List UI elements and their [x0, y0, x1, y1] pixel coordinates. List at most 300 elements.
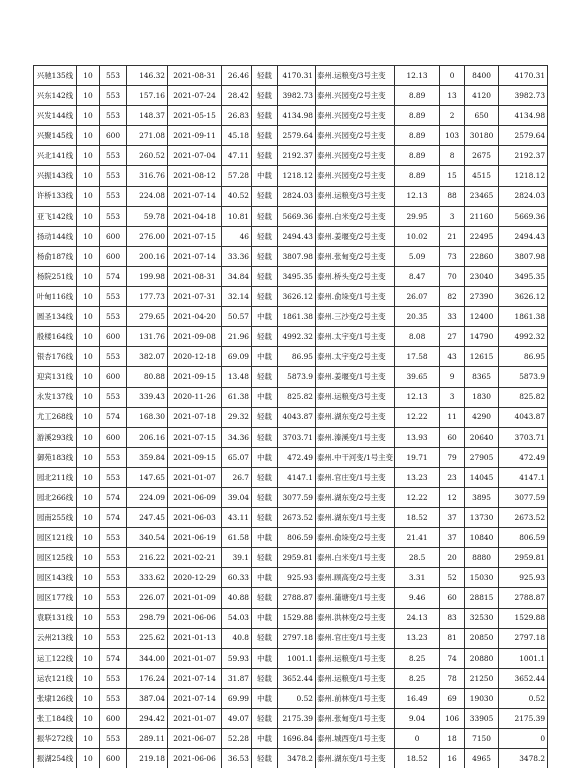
cell-rated-current: 553	[100, 347, 127, 367]
cell-substation: 泰州.白米变/1号主变	[316, 548, 395, 568]
cell-available-capacity: 806.59	[278, 528, 316, 548]
cell-capacity: 13730	[465, 508, 499, 528]
cell-substation: 泰州.三沙变/2号主变	[316, 307, 395, 327]
cell-voltage: 10	[77, 347, 100, 367]
cell-load-rate: 13.48	[222, 367, 252, 387]
cell-load-rate: 21.96	[222, 327, 252, 347]
cell-spare-capacity: 4134.98	[499, 106, 548, 126]
cell-spare-capacity: 2797.18	[499, 628, 548, 648]
cell-rated-current: 574	[100, 508, 127, 528]
cell-current: 340.54	[127, 528, 168, 548]
cell-rated-current: 553	[100, 528, 127, 548]
cell-capacity: 8880	[465, 548, 499, 568]
cell-substation: 泰州.桥头变/2号主变	[316, 266, 395, 286]
cell-line-name: 园区177线	[34, 588, 77, 608]
cell-date: 2021-07-15	[168, 427, 222, 447]
cell-date: 2020-12-18	[168, 347, 222, 367]
cell-load-rate: 60.33	[222, 568, 252, 588]
cell-substation-load: 8.25	[395, 648, 440, 668]
cell-load-rate: 32.14	[222, 287, 252, 307]
cell-substation: 泰州.白米变/2号主变	[316, 206, 395, 226]
cell-line-name: 张工184线	[34, 709, 77, 729]
cell-load-rate: 39.04	[222, 487, 252, 507]
cell-substation-load: 8.89	[395, 106, 440, 126]
cell-substation: 泰州.溱溪变/1号主变	[316, 427, 395, 447]
cell-count: 37	[440, 508, 465, 528]
cell-capacity: 20850	[465, 628, 499, 648]
table-row	[34, 528, 548, 548]
cell-load-status: 轻载	[252, 186, 278, 206]
cell-load-rate: 59.93	[222, 648, 252, 668]
table-row	[34, 628, 548, 648]
cell-substation: 泰州.兴园变/2号主变	[316, 126, 395, 146]
cell-count: 12	[440, 487, 465, 507]
cell-date: 2021-09-15	[168, 447, 222, 467]
table-row	[34, 407, 548, 427]
cell-line-name: 银杏176线	[34, 347, 77, 367]
cell-current: 225.62	[127, 628, 168, 648]
cell-load-status: 轻载	[252, 548, 278, 568]
cell-available-capacity: 4992.32	[278, 327, 316, 347]
cell-count: 0	[440, 66, 465, 86]
cell-rated-current: 553	[100, 568, 127, 588]
cell-rated-current: 553	[100, 608, 127, 628]
cell-substation-load: 10.02	[395, 226, 440, 246]
cell-load-status: 中载	[252, 568, 278, 588]
cell-capacity: 22860	[465, 246, 499, 266]
cell-substation-load: 12.22	[395, 487, 440, 507]
cell-current: 219.18	[127, 749, 168, 768]
cell-date: 2021-06-03	[168, 508, 222, 528]
cell-voltage: 10	[77, 648, 100, 668]
cell-count: 69	[440, 688, 465, 708]
cell-count: 11	[440, 407, 465, 427]
cell-line-name: 张埭126线	[34, 688, 77, 708]
cell-date: 2021-01-07	[168, 709, 222, 729]
cell-spare-capacity: 86.95	[499, 347, 548, 367]
cell-capacity: 15030	[465, 568, 499, 588]
cell-line-name: 杨院251线	[34, 266, 77, 286]
cell-load-status: 轻载	[252, 487, 278, 507]
cell-capacity: 32530	[465, 608, 499, 628]
cell-substation-load: 18.52	[395, 508, 440, 528]
cell-current: 199.98	[127, 266, 168, 286]
cell-spare-capacity: 3652.44	[499, 668, 548, 688]
table-row	[34, 749, 548, 768]
cell-spare-capacity: 5873.9	[499, 367, 548, 387]
cell-available-capacity: 1861.38	[278, 307, 316, 327]
cell-load-status: 轻载	[252, 86, 278, 106]
cell-spare-capacity: 2959.81	[499, 548, 548, 568]
cell-capacity: 10840	[465, 528, 499, 548]
cell-substation-load: 12.13	[395, 387, 440, 407]
cell-substation-load: 21.41	[395, 528, 440, 548]
cell-spare-capacity: 4147.1	[499, 467, 548, 487]
cell-capacity: 4120	[465, 86, 499, 106]
cell-count: 37	[440, 528, 465, 548]
cell-voltage: 10	[77, 86, 100, 106]
cell-date: 2021-06-19	[168, 528, 222, 548]
cell-line-name: 云州213线	[34, 628, 77, 648]
cell-line-name: 兴振143线	[34, 166, 77, 186]
cell-substation-load: 17.58	[395, 347, 440, 367]
cell-capacity: 21250	[465, 668, 499, 688]
cell-rated-current: 574	[100, 266, 127, 286]
cell-rated-current: 553	[100, 447, 127, 467]
cell-current: 224.08	[127, 186, 168, 206]
cell-current: 147.65	[127, 467, 168, 487]
cell-current: 176.24	[127, 668, 168, 688]
cell-capacity: 20640	[465, 427, 499, 447]
table-row	[34, 86, 548, 106]
cell-line-name: 振华272线	[34, 729, 77, 749]
cell-available-capacity: 4134.98	[278, 106, 316, 126]
cell-date: 2021-07-24	[168, 86, 222, 106]
cell-capacity: 19030	[465, 688, 499, 708]
cell-rated-current: 600	[100, 427, 127, 447]
cell-date: 2021-08-31	[168, 66, 222, 86]
cell-current: 279.65	[127, 307, 168, 327]
cell-available-capacity: 472.49	[278, 447, 316, 467]
cell-substation-load: 39.65	[395, 367, 440, 387]
cell-voltage: 10	[77, 668, 100, 688]
cell-available-capacity: 2788.87	[278, 588, 316, 608]
cell-count: 27	[440, 327, 465, 347]
cell-count: 88	[440, 186, 465, 206]
cell-current: 294.42	[127, 709, 168, 729]
cell-load-status: 轻载	[252, 407, 278, 427]
cell-load-status: 中载	[252, 307, 278, 327]
cell-available-capacity: 3495.35	[278, 266, 316, 286]
cell-rated-current: 553	[100, 387, 127, 407]
cell-voltage: 10	[77, 387, 100, 407]
cell-line-name: 亚飞142线	[34, 206, 77, 226]
cell-substation-load: 8.89	[395, 86, 440, 106]
table-row	[34, 729, 548, 749]
cell-substation: 泰州.湖东变/2号主变	[316, 407, 395, 427]
cell-date: 2021-07-18	[168, 407, 222, 427]
table-row	[34, 508, 548, 528]
cell-date: 2021-06-06	[168, 749, 222, 768]
cell-rated-current: 553	[100, 206, 127, 226]
cell-available-capacity: 4147.1	[278, 467, 316, 487]
cell-substation-load: 9.46	[395, 588, 440, 608]
cell-rated-current: 574	[100, 487, 127, 507]
cell-load-status: 中载	[252, 387, 278, 407]
cell-load-rate: 61.58	[222, 528, 252, 548]
cell-load-rate: 69.99	[222, 688, 252, 708]
cell-load-status: 轻载	[252, 206, 278, 226]
cell-rated-current: 553	[100, 66, 127, 86]
cell-substation-load: 12.13	[395, 66, 440, 86]
cell-load-rate: 34.36	[222, 427, 252, 447]
cell-available-capacity: 1218.12	[278, 166, 316, 186]
cell-line-name: 叶甸116线	[34, 287, 77, 307]
cell-capacity: 23040	[465, 266, 499, 286]
cell-load-rate: 10.81	[222, 206, 252, 226]
cell-load-rate: 33.36	[222, 246, 252, 266]
cell-substation: 泰州.湖东变/2号主变	[316, 487, 395, 507]
table-row	[34, 327, 548, 347]
cell-substation: 泰州.兴园变/2号主变	[316, 166, 395, 186]
cell-load-status: 轻载	[252, 246, 278, 266]
cell-spare-capacity: 472.49	[499, 447, 548, 467]
cell-count: 18	[440, 729, 465, 749]
cell-date: 2021-09-08	[168, 327, 222, 347]
cell-available-capacity: 3478.2	[278, 749, 316, 768]
cell-rated-current: 553	[100, 548, 127, 568]
cell-substation: 泰州.姜堰变/1号主变	[316, 367, 395, 387]
cell-spare-capacity: 1218.12	[499, 166, 548, 186]
table-row	[34, 226, 548, 246]
cell-spare-capacity: 5669.36	[499, 206, 548, 226]
cell-load-status: 轻载	[252, 467, 278, 487]
cell-load-rate: 57.28	[222, 166, 252, 186]
cell-substation: 泰州.中干河变/1号主变	[316, 447, 395, 467]
cell-capacity: 4515	[465, 166, 499, 186]
cell-available-capacity: 5669.36	[278, 206, 316, 226]
cell-rated-current: 553	[100, 186, 127, 206]
cell-capacity: 27905	[465, 447, 499, 467]
cell-load-rate: 40.88	[222, 588, 252, 608]
cell-spare-capacity: 4170.31	[499, 66, 548, 86]
cell-line-name: 运农121线	[34, 668, 77, 688]
cell-date: 2021-01-07	[168, 648, 222, 668]
cell-load-status: 轻载	[252, 588, 278, 608]
cell-voltage: 10	[77, 487, 100, 507]
cell-voltage: 10	[77, 528, 100, 548]
cell-substation: 泰州.张甸变/2号主变	[316, 246, 395, 266]
table-row	[34, 126, 548, 146]
cell-spare-capacity: 3478.2	[499, 749, 548, 768]
cell-available-capacity: 4043.87	[278, 407, 316, 427]
cell-spare-capacity: 825.82	[499, 387, 548, 407]
cell-load-rate: 26.7	[222, 467, 252, 487]
cell-spare-capacity: 1529.88	[499, 608, 548, 628]
cell-load-status: 轻载	[252, 628, 278, 648]
cell-date: 2021-07-04	[168, 146, 222, 166]
cell-date: 2020-11-26	[168, 387, 222, 407]
cell-capacity: 28815	[465, 588, 499, 608]
table-row	[34, 467, 548, 487]
cell-rated-current: 553	[100, 628, 127, 648]
cell-load-status: 中载	[252, 648, 278, 668]
cell-substation-load: 13.23	[395, 628, 440, 648]
cell-current: 333.62	[127, 568, 168, 588]
table-row	[34, 387, 548, 407]
cell-available-capacity: 2824.03	[278, 186, 316, 206]
cell-voltage: 10	[77, 126, 100, 146]
cell-count: 103	[440, 126, 465, 146]
cell-capacity: 12400	[465, 307, 499, 327]
cell-voltage: 10	[77, 508, 100, 528]
cell-available-capacity: 5873.9	[278, 367, 316, 387]
cell-voltage: 10	[77, 287, 100, 307]
cell-rated-current: 553	[100, 146, 127, 166]
cell-voltage: 10	[77, 166, 100, 186]
cell-load-status: 轻载	[252, 367, 278, 387]
cell-substation: 泰州.姜堰变/2号主变	[316, 226, 395, 246]
cell-count: 78	[440, 668, 465, 688]
cell-capacity: 1830	[465, 387, 499, 407]
cell-substation: 泰州.太宇变/1号主变	[316, 327, 395, 347]
cell-load-rate: 40.52	[222, 186, 252, 206]
cell-count: 106	[440, 709, 465, 729]
cell-current: 206.16	[127, 427, 168, 447]
cell-line-name: 永发137线	[34, 387, 77, 407]
cell-count: 74	[440, 648, 465, 668]
cell-current: 157.16	[127, 86, 168, 106]
table-row	[34, 106, 548, 126]
cell-line-name: 殷楼164线	[34, 327, 77, 347]
table-row	[34, 266, 548, 286]
cell-available-capacity: 1001.1	[278, 648, 316, 668]
cell-current: 260.52	[127, 146, 168, 166]
cell-voltage: 10	[77, 548, 100, 568]
cell-load-status: 轻载	[252, 749, 278, 768]
cell-available-capacity: 3077.59	[278, 487, 316, 507]
cell-count: 73	[440, 246, 465, 266]
cell-load-rate: 54.03	[222, 608, 252, 628]
cell-current: 177.73	[127, 287, 168, 307]
cell-voltage: 10	[77, 628, 100, 648]
cell-load-rate: 39.1	[222, 548, 252, 568]
cell-line-name: 兴驰135线	[34, 66, 77, 86]
cell-capacity: 12615	[465, 347, 499, 367]
cell-spare-capacity: 3495.35	[499, 266, 548, 286]
cell-line-name: 园北266线	[34, 487, 77, 507]
cell-count: 8	[440, 146, 465, 166]
cell-load-status: 轻载	[252, 126, 278, 146]
cell-substation-load: 28.5	[395, 548, 440, 568]
cell-line-name: 杨俞187线	[34, 246, 77, 266]
cell-voltage: 10	[77, 568, 100, 588]
table-row	[34, 427, 548, 447]
cell-available-capacity: 86.95	[278, 347, 316, 367]
cell-available-capacity: 2797.18	[278, 628, 316, 648]
cell-line-name: 兴东142线	[34, 86, 77, 106]
cell-substation: 泰州.运粮变/3号主变	[316, 387, 395, 407]
cell-load-status: 中载	[252, 347, 278, 367]
cell-substation: 泰州.顾高变/2号主变	[316, 568, 395, 588]
cell-rated-current: 600	[100, 749, 127, 768]
table-row	[34, 648, 548, 668]
cell-voltage: 10	[77, 588, 100, 608]
table-row	[34, 186, 548, 206]
cell-available-capacity: 3626.12	[278, 287, 316, 307]
cell-count: 16	[440, 749, 465, 768]
cell-line-name: 运工122线	[34, 648, 77, 668]
cell-line-name: 许桥133线	[34, 186, 77, 206]
cell-available-capacity: 2959.81	[278, 548, 316, 568]
cell-load-rate: 50.57	[222, 307, 252, 327]
cell-rated-current: 553	[100, 688, 127, 708]
cell-line-name: 尤工268线	[34, 407, 77, 427]
cell-current: 200.16	[127, 246, 168, 266]
cell-load-rate: 47.11	[222, 146, 252, 166]
cell-capacity: 23465	[465, 186, 499, 206]
cell-line-name: 袁联131线	[34, 608, 77, 628]
cell-current: 59.78	[127, 206, 168, 226]
cell-date: 2021-09-11	[168, 126, 222, 146]
cell-spare-capacity: 2192.37	[499, 146, 548, 166]
cell-count: 20	[440, 548, 465, 568]
cell-current: 216.22	[127, 548, 168, 568]
cell-load-rate: 69.09	[222, 347, 252, 367]
cell-count: 23	[440, 467, 465, 487]
cell-substation-load: 29.95	[395, 206, 440, 226]
cell-voltage: 10	[77, 206, 100, 226]
cell-line-name: 园区121线	[34, 528, 77, 548]
cell-count: 70	[440, 266, 465, 286]
cell-current: 168.30	[127, 407, 168, 427]
cell-available-capacity: 3807.98	[278, 246, 316, 266]
cell-substation-load: 8.47	[395, 266, 440, 286]
cell-voltage: 10	[77, 447, 100, 467]
cell-substation-load: 8.08	[395, 327, 440, 347]
cell-load-status: 轻载	[252, 287, 278, 307]
cell-count: 2	[440, 106, 465, 126]
cell-date: 2021-04-20	[168, 307, 222, 327]
cell-available-capacity: 825.82	[278, 387, 316, 407]
cell-available-capacity: 2494.43	[278, 226, 316, 246]
cell-spare-capacity: 1001.1	[499, 648, 548, 668]
table-row	[34, 287, 548, 307]
cell-voltage: 10	[77, 66, 100, 86]
cell-rated-current: 553	[100, 166, 127, 186]
cell-voltage: 10	[77, 467, 100, 487]
cell-count: 9	[440, 367, 465, 387]
cell-capacity: 30180	[465, 126, 499, 146]
table-row	[34, 246, 548, 266]
cell-spare-capacity: 3077.59	[499, 487, 548, 507]
cell-load-rate: 26.46	[222, 66, 252, 86]
cell-load-status: 中载	[252, 528, 278, 548]
cell-rated-current: 600	[100, 367, 127, 387]
cell-spare-capacity: 2824.03	[499, 186, 548, 206]
cell-load-status: 轻载	[252, 66, 278, 86]
cell-spare-capacity: 3982.73	[499, 86, 548, 106]
cell-count: 13	[440, 86, 465, 106]
cell-line-name: 御苑183线	[34, 447, 77, 467]
cell-date: 2021-01-07	[168, 467, 222, 487]
cell-substation: 泰州.张甸变/1号主变	[316, 709, 395, 729]
cell-count: 21	[440, 226, 465, 246]
cell-load-status: 轻载	[252, 668, 278, 688]
table-row	[34, 447, 548, 467]
cell-count: 83	[440, 608, 465, 628]
cell-voltage: 10	[77, 266, 100, 286]
cell-capacity: 21160	[465, 206, 499, 226]
cell-rated-current: 553	[100, 668, 127, 688]
cell-substation: 泰州.兴园变/2号主变	[316, 146, 395, 166]
table-row	[34, 668, 548, 688]
cell-date: 2021-07-14	[168, 688, 222, 708]
cell-date: 2021-01-09	[168, 588, 222, 608]
cell-load-status: 中载	[252, 729, 278, 749]
cell-current: 80.88	[127, 367, 168, 387]
cell-spare-capacity: 3626.12	[499, 287, 548, 307]
cell-spare-capacity: 0	[499, 729, 548, 749]
cell-rated-current: 553	[100, 729, 127, 749]
cell-rated-current: 553	[100, 86, 127, 106]
table-row	[34, 347, 548, 367]
cell-date: 2021-08-31	[168, 266, 222, 286]
table-row	[34, 487, 548, 507]
cell-voltage: 10	[77, 427, 100, 447]
cell-count: 60	[440, 427, 465, 447]
cell-load-status: 轻载	[252, 266, 278, 286]
